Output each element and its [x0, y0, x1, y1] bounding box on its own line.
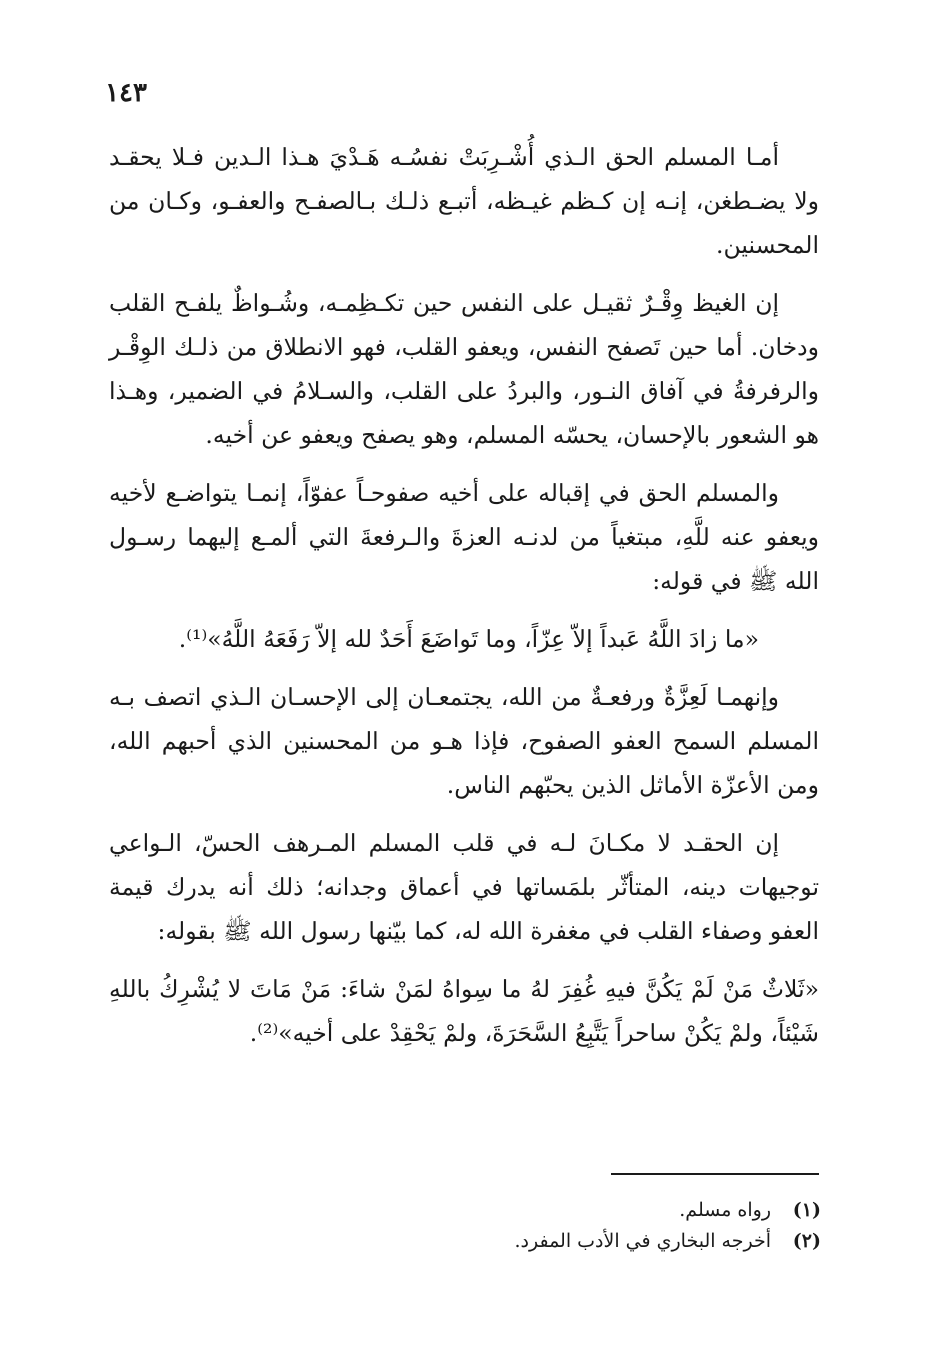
paragraph: أمـا المسلم الحق الـذي أُشْـرِبَتْ نفسُـه هَـدْيَ هـذا الـدين فـلا يحقـد ولا يضـطغن، إنـه إن كـظم غيـظه، أتبـع ذلـك بـالصفـح والعفـو، وكـان من المحسنين.	[109, 143, 819, 259]
footnote	[261, 1195, 821, 1226]
paragraph: إن الغيظ وِقْـرٌ ثقيـل على النفس حين تكـظِمـه، وشُـواظٌ يلفـح القلب ودخان. أما حين تَصفح النفس، ويعفو القلب، فهو الانطلاق من ذلـك الوِقْـر والرفرفةُ في آفاق النـور، والبردُ على القلب، والسـلامُ في الضمير، وهـذا هو الشعور بالإحسان، يحسّه المسلم، وهو يصفح ويعفو عن أخيه.	[109, 289, 819, 449]
footnote-number: (٢)	[792, 1230, 821, 1252]
hadith-quote: «ثَلاثٌ مَنْ لَمْ يَكُنَّ فيهِ غُفِرَ لهُ ما سِواهُ لمَنْ شاءَ: مَنْ مَاتَ لا يُشْرِكُ باللهِ شَيْئاً، ولمْ يَكُنْ ساحراً يَتَّبِعُ السَّحَرَةَ، ولمْ يَحْقِدْ على أخيه»⁽²⁾.	[109, 975, 819, 1047]
footnote-number: (١)	[792, 1199, 821, 1221]
paragraph: إن الحقـد لا مكـانَ لـه في قلب المسلم المـرهف الحسّ، الـواعي توجيهات دينه، المتأثّر بلمَساتها في أعماق وجدانه؛ ذلك أنه يدرك قيمة العفو وصفاء القلب في مغفرة الله له، كما بيّنها رسول الله ﷺ بقوله:	[109, 829, 819, 945]
paragraph: وإنهمـا لَعِزَّةٌ ورفعـةٌ من الله، يجتمعـان إلى الإحسـان الـذي اتصف بـه المسلم السمح العفو الصفوح، فإذا هـو من المحسنين الذي أحبهم الله، ومن الأعزّة الأماثل الذين يحبّهم الناس.	[109, 683, 819, 799]
footnote-text: أخرجه البخاري في الأدب المفرد.	[514, 1230, 771, 1252]
footnote-divider	[611, 1173, 819, 1175]
hadith-quote: «ما زادَ اللَّهُ عَبداً إلاّ عِزّاً، وما تَواضَعَ أَحَدٌ لله إلاّ رَفَعَهُ اللَّهُ»⁽¹⁾.	[178, 625, 759, 653]
footnotes	[261, 1195, 821, 1257]
page-number: ١٤٣	[105, 78, 147, 108]
body-text	[109, 135, 819, 1069]
footnote	[261, 1226, 821, 1257]
footnote-text: رواه مسلم.	[679, 1199, 771, 1221]
paragraph: والمسلم الحق في إقباله على أخيه صفوحـاً عفوّاً، إنمـا يتواضـع لأخيه ويعفو عنه للَّهِ، مبتغياً من لدنـه العزةَ والـرفعةَ التي ألمـع إليهما رسـول الله ﷺ في قوله:	[109, 479, 819, 595]
